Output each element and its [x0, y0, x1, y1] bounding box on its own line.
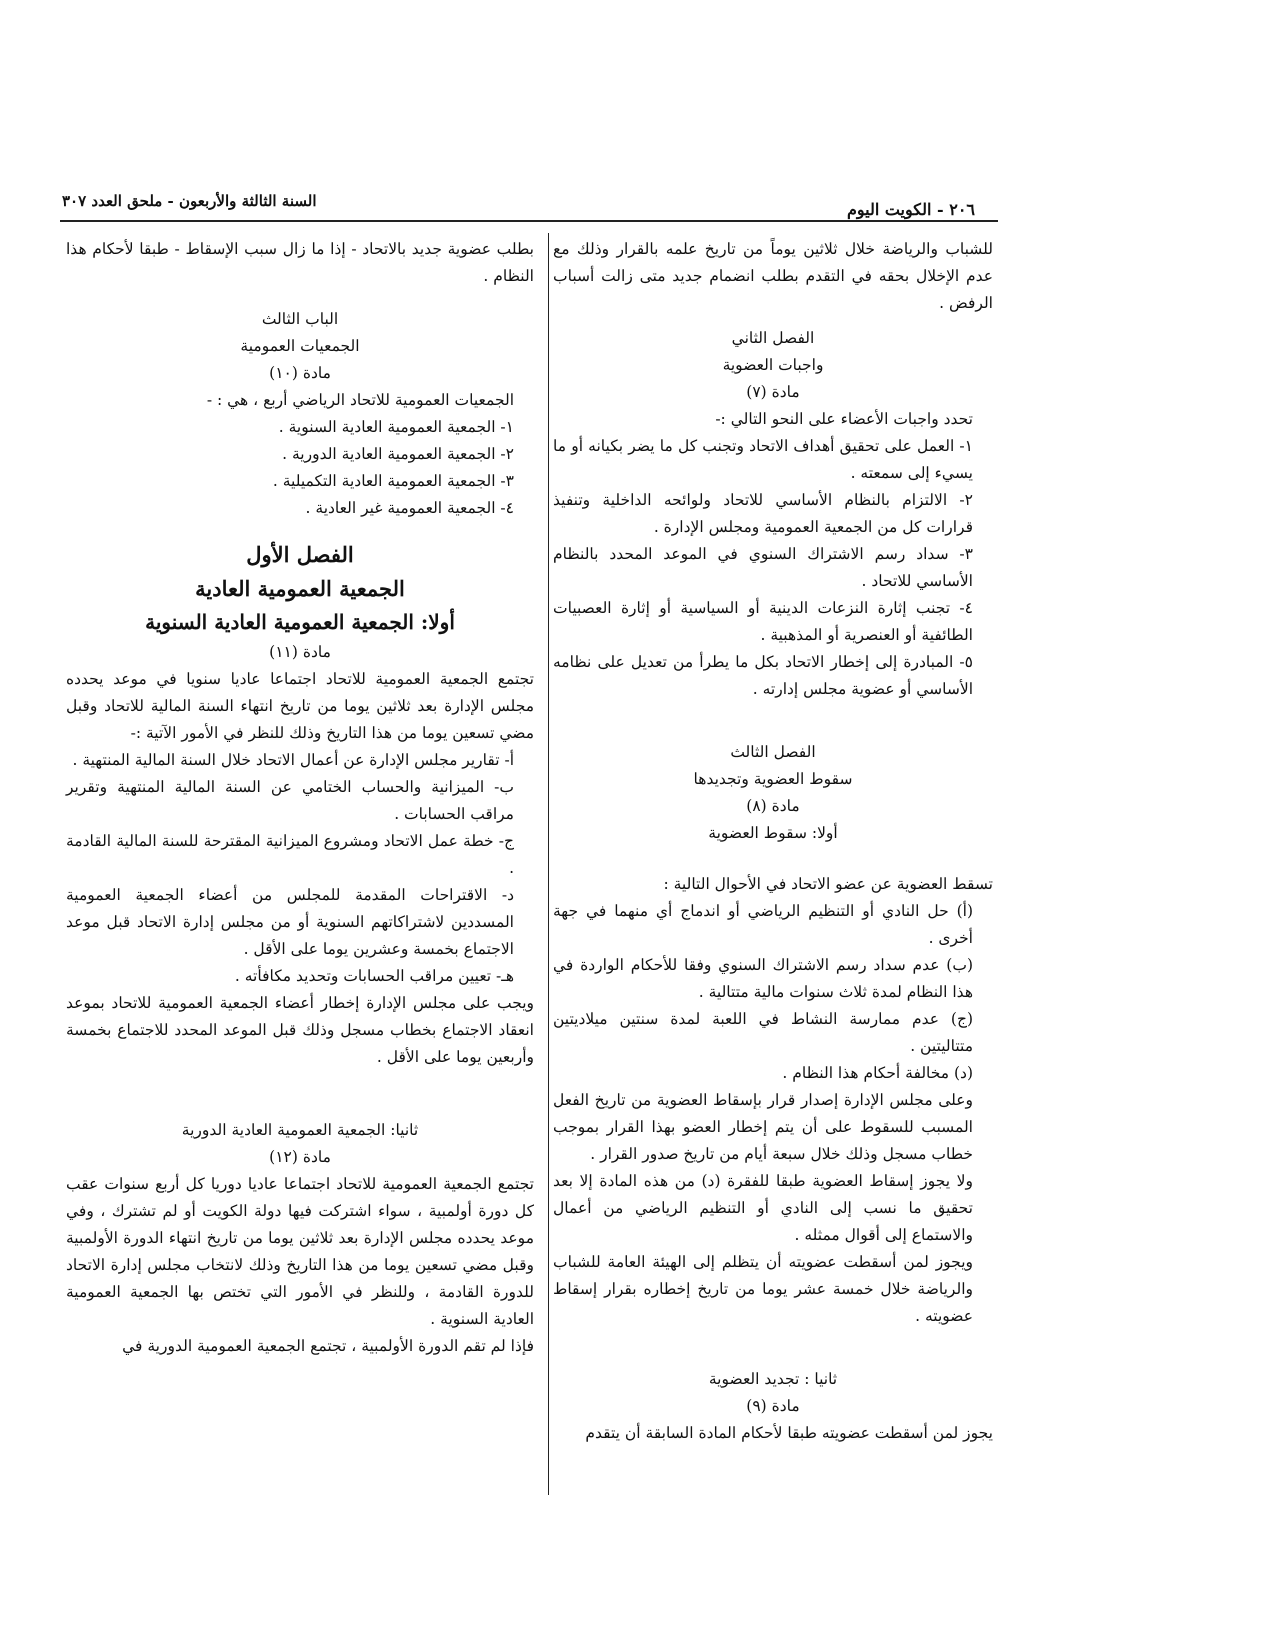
list-item: د- الاقتراحات المقدمة للمجلس من أعضاء الجمعية العمومية المسددين لاشتراكاتهم السنوية أو من مجلس إدارة الاتحاد قبل موعد الاجتماع بخمسة وعشرين يوما على الأقل . [66, 886, 514, 958]
paragraph: ويجب على مجلس الإدارة إخطار أعضاء الجمعية العمومية للاتحاد بموعد انعقاد الاجتماع بخطاب مسجل وذلك قبل الموعد المحدد للاجتماع بخمسة وأربعين يوما على الأقل . [66, 994, 534, 1066]
header-left-issue: السنة الثالثة والأربعون - ملحق العدد ٣٠٧ [62, 192, 317, 210]
paragraph: فإذا لم تقم الدورة الأولمبية ، تجتمع الجمعية العمومية الدورية في [122, 1337, 534, 1355]
chapter-title: واجبات العضوية [722, 356, 824, 374]
article-number: مادة (١٠) [269, 364, 331, 382]
list-item: ٣- الجمعية العمومية العادية التكميلية . [272, 472, 514, 490]
list-item: ٤- تجنب إثارة النزعات الدينية أو السياسية أو إثارة العصبيات الطائفية أو العنصرية أو المذهبية . [553, 599, 973, 644]
header-rule [60, 220, 998, 222]
paragraph: ويجوز لمن أسقطت عضويته أن يتظلم إلى الهيئة العامة للشباب والرياضة خلال خمسة عشر يوما من تاريخ إخطاره بقرار إسقاط عضويته . [553, 1253, 973, 1325]
list-item: ٢- الالتزام بالنظام الأساسي للاتحاد ولوائحه الداخلية وتنفيذ قرارات كل من الجمعية العمومية ومجلس الإدارة . [553, 491, 973, 536]
paragraph: تسقط العضوية عن عضو الاتحاد في الأحوال التالية : [663, 875, 993, 893]
section-subtitle: ثانيا: الجمعية العمومية العادية الدورية [181, 1121, 419, 1139]
list-item: ٢- الجمعية العمومية العادية الدورية . [282, 445, 514, 463]
section-subtitle: ثانيا : تجديد العضوية [708, 1370, 838, 1388]
chapter-heading-large: الفصل الأول [246, 542, 354, 567]
article-number: مادة (١١) [269, 643, 331, 661]
chapter-heading: الفصل الثالث [730, 743, 816, 761]
list-item: (أ) حل النادي أو التنظيم الرياضي أو اندماج أي منهما في جهة أخرى . [553, 902, 973, 947]
part-title: الجمعيات العمومية [240, 337, 360, 355]
article-number: مادة (٩) [746, 1397, 800, 1415]
part-heading: الباب الثالث [261, 310, 339, 328]
list-item: ١- الجمعية العمومية العادية السنوية . [278, 418, 514, 436]
list-item: (ج) عدم ممارسة النشاط في اللعبة لمدة سنتين ميلاديتين متتاليتين . [553, 1010, 973, 1055]
list-item: (ب) عدم سداد رسم الاشتراك السنوي وفقا للأحكام الواردة في هذا النظام لمدة ثلاث سنوات مالية متتالية . [553, 956, 973, 1001]
header-right-page-title: ٢٠٦ - الكويت اليوم [846, 200, 975, 219]
chapter-title: سقوط العضوية وتجديدها [693, 770, 853, 788]
list-item: ٤- الجمعية العمومية غير العادية . [305, 499, 514, 517]
paragraph: وعلى مجلس الإدارة إصدار قرار بإسقاط العضوية من تاريخ الفعل المسبب للسقوط على أن يتم إخطار العضو بهذا القرار بموجب خطاب مسجل وذلك خلال سبعة أيام من تاريخ صدور القرار . [553, 1091, 973, 1163]
list-item: أ- تقارير مجلس الإدارة عن أعمال الاتحاد خلال السنة المالية المنتهية . [72, 751, 514, 769]
chapter-heading: الفصل الثاني [731, 329, 815, 347]
article-number: مادة (١٢) [269, 1148, 331, 1166]
list-item: (د) مخالفة أحكام هذا النظام . [782, 1064, 973, 1082]
section-subtitle: أولا: سقوط العضوية [708, 824, 838, 842]
list-item: هـ- تعيين مراقب الحسابات وتحديد مكافأته . [234, 967, 514, 985]
list-item: ٥- المبادرة إلى إخطار الاتحاد بكل ما يطرأ من تعديل على نظامه الأساسي أو عضوية مجلس إدارته . [553, 653, 973, 698]
column-divider [548, 233, 549, 1495]
right-column [553, 236, 993, 1447]
list-item: ج- خطة عمل الاتحاد ومشروع الميزانية المقترحة للسنة المالية القادمة . [66, 832, 515, 877]
article-number: مادة (٨) [746, 797, 800, 815]
paragraph: الجمعيات العمومية للاتحاد الرياضي أربع ، هي : - [206, 391, 514, 409]
article-number: مادة (٧) [746, 383, 800, 401]
paragraph: تجتمع الجمعية العمومية للاتحاد اجتماعا عاديا دوريا كل أربع سنوات عقب كل دورة أولمبية ، سواء اشتركت فيها دولة الكويت أو لم تشترك ، وفي موعد يحدده مجلس الإدارة بعد ثلاثين يوما من تاريخ انتهاء الدورة الأولمبية وقبل مضي تسعين يوما من هذا التاريخ وذلك لانتخاب مجلس إدارة الاتحاد للدورة القادمة ، وللنظر في الأمور التي تختص بها الجمعية العمومية العادية السنوية . [66, 1175, 534, 1328]
section-heading-large: أولا: الجمعية العمومية العادية السنوية [145, 610, 455, 634]
paragraph: بطلب عضوية جديد بالاتحاد - إذا ما زال سبب الإسقاط - طبقا لأحكام هذا النظام . [66, 240, 534, 285]
list-item: ٣- سداد رسم الاشتراك السنوي في الموعد المحدد بالنظام الأساسي للاتحاد . [553, 545, 973, 590]
paragraph: تحدد واجبات الأعضاء على النحو التالي :- [715, 410, 973, 428]
list-item: ب- الميزانية والحساب الختامي عن السنة المالية المنتهية وتقرير مراقب الحسابات . [66, 778, 514, 823]
list-item: ١- العمل على تحقيق أهداف الاتحاد وتجنب كل ما يضر بكيانه أو ما يسيء إلى سمعته . [553, 437, 973, 482]
left-column [66, 236, 534, 1360]
paragraph: ولا يجوز إسقاط العضوية طبقا للفقرة (د) من هذه المادة إلا بعد تحقيق ما نسب إلى النادي أو التنظيم الرياضي من أعمال والاستماع إلى أقوال ممثله . [553, 1172, 973, 1244]
paragraph: للشباب والرياضة خلال ثلاثين يوماً من تاريخ علمه بالقرار وذلك مع عدم الإخلال بحقه في التقدم بطلب انضمام جديد متى زالت أسباب الرفض . [553, 240, 993, 312]
paragraph: تجتمع الجمعية العمومية للاتحاد اجتماعا عاديا سنويا في موعد يحدده مجلس الإدارة بعد ثلاثين يوما من تاريخ انتهاء السنة المالية للاتحاد وقبل مضي تسعين يوما من هذا التاريخ وذلك للنظر في الأمور الآتية :- [66, 670, 534, 742]
chapter-title-large: الجمعية العمومية العادية [195, 576, 405, 601]
paragraph: يجوز لمن أسقطت عضويته طبقا لأحكام المادة السابقة أن يتقدم [585, 1424, 993, 1442]
